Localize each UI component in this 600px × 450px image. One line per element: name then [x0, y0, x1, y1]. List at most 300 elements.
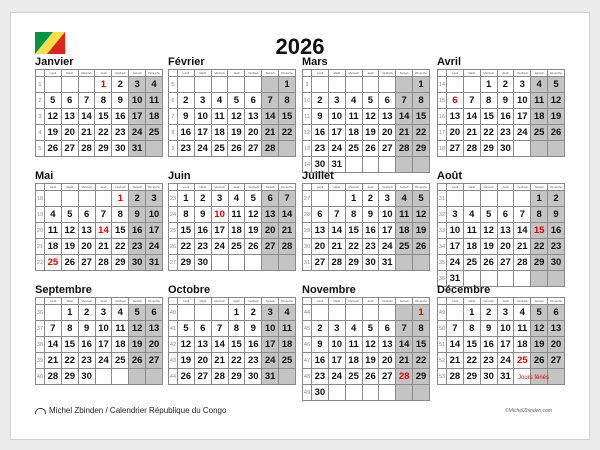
day-cell: 9 [194, 207, 211, 223]
day-cell: 15 [531, 223, 548, 239]
day-cell: 25 [463, 255, 480, 271]
day-cell: 9 [480, 321, 497, 337]
day-cell: 22 [463, 353, 480, 369]
day-cell: 28 [328, 255, 345, 271]
day-cell: 13 [379, 337, 396, 353]
week-number: 16 [438, 109, 447, 125]
day-cell: 27 [379, 141, 396, 157]
week-row [169, 77, 296, 93]
empty-cell [311, 305, 328, 321]
day-header: Vendredi [514, 184, 531, 191]
day-cell: 10 [497, 321, 514, 337]
week-row [438, 305, 565, 321]
empty-cell [279, 255, 296, 271]
day-header: Mardi [194, 70, 211, 77]
week-row [36, 141, 163, 157]
day-cell: 22 [345, 239, 362, 255]
week-number: 53 [438, 369, 447, 385]
day-cell: 5 [362, 321, 379, 337]
day-cell: 6 [194, 321, 211, 337]
week-row [303, 239, 430, 255]
day-cell: 26 [362, 369, 379, 385]
day-cell: 20 [497, 239, 514, 255]
day-cell: 23 [362, 239, 379, 255]
day-cell: 29 [345, 255, 362, 271]
day-cell: 25 [514, 353, 531, 369]
day-cell: 15 [463, 337, 480, 353]
day-header: Vendredi [245, 298, 262, 305]
day-cell: 2 [245, 305, 262, 321]
day-cell: 21 [396, 125, 413, 141]
day-cell: 30 [112, 141, 129, 157]
day-cell: 15 [95, 109, 112, 125]
empty-cell [362, 305, 379, 321]
day-header: Vendredi [514, 298, 531, 305]
empty-cell [211, 255, 228, 271]
day-cell: 19 [245, 223, 262, 239]
week-number: 15 [438, 93, 447, 109]
day-cell: 11 [463, 223, 480, 239]
day-cell: 20 [78, 239, 95, 255]
day-header: Vendredi [112, 184, 129, 191]
week-row [169, 125, 296, 141]
day-cell: 30 [480, 369, 497, 385]
day-header: Jeudi [497, 298, 514, 305]
day-cell: 31 [262, 369, 279, 385]
day-cell: 14 [396, 337, 413, 353]
empty-cell [413, 385, 430, 401]
empty-cell [61, 77, 78, 93]
day-cell: 11 [228, 207, 245, 223]
empty-cell [328, 305, 345, 321]
day-cell: 29 [413, 141, 430, 157]
day-cell: 1 [177, 191, 194, 207]
day-cell: 21 [78, 125, 95, 141]
week-row [438, 141, 565, 157]
day-cell: 21 [463, 125, 480, 141]
day-cell: 28 [44, 369, 61, 385]
day-cell: 25 [112, 353, 129, 369]
day-header: Vendredi [112, 298, 129, 305]
day-cell: 30 [311, 385, 328, 401]
week-number: 26 [169, 239, 178, 255]
day-cell: 3 [194, 93, 211, 109]
day-cell: 18 [44, 239, 61, 255]
day-cell: 16 [194, 223, 211, 239]
week-row [438, 321, 565, 337]
day-cell: 25 [396, 239, 413, 255]
day-cell: 10 [328, 109, 345, 125]
day-cell: 26 [129, 353, 146, 369]
day-cell: 25 [345, 369, 362, 385]
empty-cell [446, 77, 463, 93]
month-grid [168, 183, 296, 271]
week-number: 7 [169, 109, 178, 125]
day-cell: 19 [129, 337, 146, 353]
week-row [169, 239, 296, 255]
day-cell: 21 [95, 239, 112, 255]
day-cell: 3 [379, 191, 396, 207]
week-row [36, 321, 163, 337]
day-header: Lundi [44, 70, 61, 77]
day-cell: 6 [548, 305, 565, 321]
empty-cell [262, 77, 279, 93]
day-cell: 4 [44, 207, 61, 223]
day-cell: 25 [345, 141, 362, 157]
empty-cell [345, 305, 362, 321]
day-cell: 7 [514, 207, 531, 223]
week-row [438, 239, 565, 255]
day-cell: 20 [548, 337, 565, 353]
day-header: Mardi [328, 184, 345, 191]
empty-cell [463, 77, 480, 93]
day-cell: 28 [514, 255, 531, 271]
day-cell: 16 [112, 109, 129, 125]
day-cell: 30 [194, 255, 211, 271]
day-cell: 13 [262, 207, 279, 223]
day-cell: 19 [548, 109, 565, 125]
week-number: 24 [169, 207, 178, 223]
day-cell: 31 [446, 271, 463, 287]
day-cell: 23 [129, 239, 146, 255]
empty-cell [328, 77, 345, 93]
day-header: Jeudi [228, 70, 245, 77]
day-header: Mercredi [345, 298, 362, 305]
day-cell: 9 [177, 109, 194, 125]
day-cell: 19 [531, 337, 548, 353]
day-cell: 27 [78, 255, 95, 271]
empty-cell [362, 77, 379, 93]
week-row [36, 369, 163, 385]
week-row [303, 321, 430, 337]
day-cell: 23 [311, 141, 328, 157]
day-header: Jeudi [228, 298, 245, 305]
month-name: Août [437, 170, 463, 182]
day-cell: 27 [379, 369, 396, 385]
month-grid [437, 69, 565, 157]
day-cell: 3 [211, 191, 228, 207]
day-cell: 17 [328, 353, 345, 369]
day-cell: 18 [228, 223, 245, 239]
week-number: 41 [169, 321, 178, 337]
day-cell: 20 [446, 125, 463, 141]
day-cell: 18 [211, 125, 228, 141]
day-header: Mardi [194, 184, 211, 191]
empty-cell [548, 141, 565, 157]
month-name: Septembre [35, 284, 92, 296]
day-cell: 18 [514, 337, 531, 353]
day-cell: 24 [194, 141, 211, 157]
day-cell: 13 [379, 109, 396, 125]
day-cell: 9 [311, 109, 328, 125]
week-number: 2 [36, 93, 45, 109]
empty-cell [463, 191, 480, 207]
day-header: Mardi [463, 184, 480, 191]
day-header: Mardi [61, 298, 78, 305]
day-cell: 5 [548, 77, 565, 93]
day-cell: 28 [396, 369, 413, 385]
empty-cell [396, 255, 413, 271]
day-cell: 8 [279, 93, 296, 109]
week-number: 31 [303, 255, 312, 271]
day-cell: 8 [61, 321, 78, 337]
day-cell: 10 [514, 93, 531, 109]
day-cell: 29 [228, 369, 245, 385]
day-cell: 10 [95, 321, 112, 337]
week-row [303, 369, 430, 385]
day-cell: 3 [497, 305, 514, 321]
week-number: 49 [438, 305, 447, 321]
day-cell: 14 [396, 109, 413, 125]
day-cell: 13 [548, 321, 565, 337]
empty-cell [362, 157, 379, 173]
week-row [438, 223, 565, 239]
day-cell: 29 [480, 141, 497, 157]
week-header [36, 184, 45, 191]
day-header: Jeudi [95, 70, 112, 77]
day-cell: 30 [497, 141, 514, 157]
day-header: Dimanche [279, 298, 296, 305]
week-number: 45 [303, 321, 312, 337]
day-cell: 2 [177, 93, 194, 109]
day-header: Samedi [262, 184, 279, 191]
day-cell: 12 [480, 223, 497, 239]
day-cell: 16 [362, 223, 379, 239]
day-cell: 23 [480, 353, 497, 369]
empty-cell [228, 77, 245, 93]
day-cell: 4 [345, 321, 362, 337]
day-header: Vendredi [379, 70, 396, 77]
week-number: 13 [303, 141, 312, 157]
day-cell: 28 [396, 141, 413, 157]
day-cell: 13 [146, 321, 163, 337]
week-row [438, 77, 565, 93]
day-cell: 19 [228, 125, 245, 141]
day-cell: 6 [78, 207, 95, 223]
empty-cell [177, 305, 194, 321]
month-grid [302, 183, 430, 271]
day-cell: 15 [228, 337, 245, 353]
day-cell: 27 [146, 353, 163, 369]
week-number: 33 [438, 223, 447, 239]
day-cell: 17 [262, 337, 279, 353]
week-row [36, 239, 163, 255]
week-number: 48 [303, 369, 312, 385]
day-cell: 26 [413, 239, 430, 255]
day-cell: 3 [328, 321, 345, 337]
day-cell: 23 [78, 353, 95, 369]
day-cell: 18 [396, 223, 413, 239]
empty-cell [396, 385, 413, 401]
day-cell: 13 [311, 223, 328, 239]
week-row [438, 353, 565, 369]
day-cell: 29 [112, 255, 129, 271]
empty-cell [146, 369, 163, 385]
day-cell: 28 [211, 369, 228, 385]
day-cell: 6 [61, 93, 78, 109]
day-cell: 26 [362, 141, 379, 157]
empty-cell [328, 191, 345, 207]
day-cell: 4 [112, 305, 129, 321]
week-row [303, 77, 430, 93]
day-cell: 23 [497, 125, 514, 141]
day-cell: 12 [61, 223, 78, 239]
day-cell: 25 [228, 239, 245, 255]
day-cell: 15 [177, 223, 194, 239]
week-number: 5 [36, 141, 45, 157]
day-header: Vendredi [379, 184, 396, 191]
day-cell: 7 [211, 321, 228, 337]
week-number: 40 [36, 369, 45, 385]
day-cell: 10 [379, 207, 396, 223]
day-cell: 16 [129, 223, 146, 239]
day-cell: 14 [95, 223, 112, 239]
day-header: Lundi [311, 298, 328, 305]
day-cell: 1 [345, 191, 362, 207]
week-row [303, 125, 430, 141]
empty-cell [345, 385, 362, 401]
empty-cell [379, 305, 396, 321]
day-cell: 14 [211, 337, 228, 353]
day-cell: 2 [497, 77, 514, 93]
day-cell: 14 [463, 109, 480, 125]
week-row [169, 207, 296, 223]
day-header: Samedi [396, 184, 413, 191]
week-row [303, 141, 430, 157]
day-cell: 24 [497, 353, 514, 369]
day-cell: 6 [262, 191, 279, 207]
week-number: 38 [36, 337, 45, 353]
day-cell: 22 [531, 239, 548, 255]
week-number: 46 [303, 337, 312, 353]
day-cell: 24 [262, 353, 279, 369]
day-cell: 10 [446, 223, 463, 239]
day-header: Vendredi [514, 70, 531, 77]
day-cell: 11 [514, 321, 531, 337]
day-cell: 2 [311, 321, 328, 337]
day-cell: 13 [78, 223, 95, 239]
month-grid [437, 297, 565, 385]
month-name: Décembre [437, 284, 491, 296]
month-grid [302, 297, 430, 401]
week-number: 37 [36, 321, 45, 337]
day-cell: 17 [497, 337, 514, 353]
day-cell: 26 [61, 255, 78, 271]
day-cell: 24 [129, 125, 146, 141]
day-header: Lundi [446, 70, 463, 77]
day-cell: 16 [548, 223, 565, 239]
year-title: 2026 [275, 34, 325, 59]
day-cell: 16 [245, 337, 262, 353]
day-cell: 1 [531, 191, 548, 207]
week-number: 25 [169, 223, 178, 239]
week-row [36, 337, 163, 353]
week-number: 22 [36, 255, 45, 271]
day-header: Mercredi [78, 184, 95, 191]
day-cell: 14 [328, 223, 345, 239]
day-cell: 22 [177, 239, 194, 255]
week-number: 5 [169, 77, 178, 93]
day-cell: 19 [61, 239, 78, 255]
day-cell: 6 [379, 321, 396, 337]
day-cell: 8 [228, 321, 245, 337]
day-header: Mercredi [480, 70, 497, 77]
week-row [438, 125, 565, 141]
empty-cell [245, 255, 262, 271]
week-number: 36 [438, 271, 447, 287]
day-cell: 9 [548, 207, 565, 223]
day-cell: 2 [548, 191, 565, 207]
day-header: Samedi [396, 70, 413, 77]
empty-cell [362, 385, 379, 401]
week-number: 1 [36, 77, 45, 93]
day-cell: 29 [61, 369, 78, 385]
day-cell: 4 [279, 305, 296, 321]
day-cell: 23 [194, 239, 211, 255]
week-row [36, 93, 163, 109]
day-header: Mercredi [480, 298, 497, 305]
month-name: Mai [35, 170, 54, 182]
day-cell: 27 [61, 141, 78, 157]
day-cell: 14 [446, 337, 463, 353]
week-header [438, 298, 447, 305]
week-number: 43 [169, 353, 178, 369]
month-name: Janvier [35, 56, 74, 68]
day-cell: 17 [129, 109, 146, 125]
day-header: Jeudi [497, 184, 514, 191]
empty-cell [531, 271, 548, 287]
week-number: 29 [303, 223, 312, 239]
week-number: 27 [169, 255, 178, 271]
day-cell: 4 [514, 305, 531, 321]
day-cell: 5 [228, 93, 245, 109]
month-grid [35, 69, 163, 157]
day-cell: 18 [146, 109, 163, 125]
day-cell: 26 [245, 239, 262, 255]
day-cell: 30 [362, 255, 379, 271]
week-row [169, 223, 296, 239]
day-cell: 10 [262, 321, 279, 337]
week-row [169, 337, 296, 353]
week-number: 27 [303, 191, 312, 207]
day-header: Samedi [531, 184, 548, 191]
day-cell: 25 [44, 255, 61, 271]
day-cell: 4 [146, 77, 163, 93]
day-header: Dimanche [413, 298, 430, 305]
day-cell: 17 [146, 223, 163, 239]
day-cell: 21 [44, 353, 61, 369]
footer [35, 406, 226, 415]
day-cell: 27 [497, 255, 514, 271]
day-cell: 7 [446, 321, 463, 337]
day-cell: 5 [177, 321, 194, 337]
day-cell: 26 [44, 141, 61, 157]
day-cell: 10 [129, 93, 146, 109]
week-row [438, 93, 565, 109]
site-credit: ©MichelZbinden.com [505, 408, 553, 414]
day-cell: 24 [328, 141, 345, 157]
day-cell: 7 [328, 207, 345, 223]
day-header: Samedi [262, 70, 279, 77]
empty-cell [548, 271, 565, 287]
day-cell: 1 [279, 77, 296, 93]
week-number: 21 [36, 239, 45, 255]
day-cell: 13 [245, 109, 262, 125]
day-cell: 2 [194, 191, 211, 207]
day-cell: 23 [548, 239, 565, 255]
day-header: Lundi [446, 298, 463, 305]
day-cell: 1 [95, 77, 112, 93]
